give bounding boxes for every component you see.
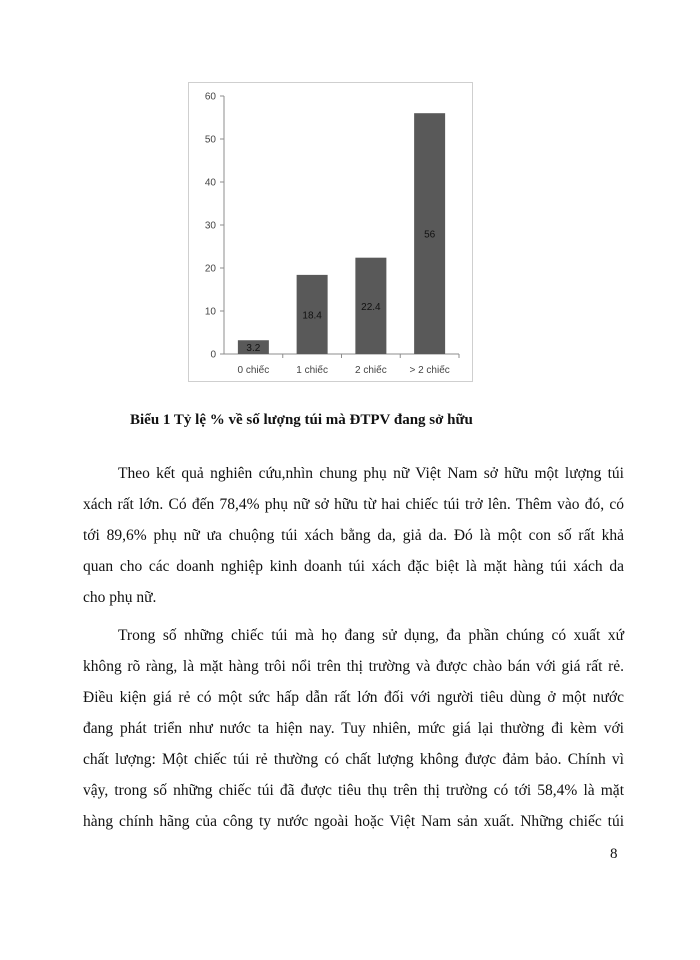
x-tick-label: 2 chiếc xyxy=(355,365,387,376)
y-tick-label: 20 xyxy=(204,263,216,275)
paragraph-1 xyxy=(83,458,624,613)
y-tick-label: 30 xyxy=(204,220,216,232)
chart-caption: Biểu 1 Tỷ lệ % về số lượng túi mà ĐTPV đang sở hữu xyxy=(130,412,473,428)
y-tick-label: 10 xyxy=(204,306,216,318)
paragraph-line: tới 89,6% phụ nữ ưa chuộng túi xách bằng da, giả da. Đó là một con số rất khả xyxy=(83,527,624,544)
paragraph-2 xyxy=(83,620,624,837)
page-number: 8 xyxy=(610,846,618,862)
paragraph-line: Theo kết quả nghiên cứu,nhìn chung phụ nữ Việt Nam sở hữu một lượng túi xyxy=(118,465,624,482)
paragraph-line: vậy, trong số những chiếc túi đã được tiêu thụ trên thị trường có tới 58,4% là mặt xyxy=(83,782,624,799)
bar-chart xyxy=(188,82,473,382)
paragraph-line: đang phát triển như nước ta hiện nay. Tuy nhiên, mức giá lại thường đi kèm với xyxy=(83,720,624,737)
paragraph-line: quan cho các doanh nghiệp kinh doanh túi xách đặc biệt là mặt hàng túi xách da xyxy=(83,558,624,575)
data-label: 3.2 xyxy=(246,343,261,355)
y-tick-label: 60 xyxy=(204,91,216,103)
paragraph-line: không rõ ràng, là mặt hàng trôi nổi trên thị trường và được chào bán với giá rất rẻ. xyxy=(83,658,624,675)
paragraph-line: cho phụ nữ. xyxy=(83,589,157,606)
paragraph-line: Trong số những chiếc túi mà họ đang sử dụng, đa phần chúng có xuất xứ xyxy=(118,627,624,644)
chart-canvas xyxy=(189,83,474,383)
x-tick-label: > 2 chiếc xyxy=(409,365,450,376)
paragraph-line: hàng chính hãng của công ty nước ngoài hoặc Việt Nam sản xuất. Những chiếc túi xyxy=(83,813,624,830)
data-label: 18.4 xyxy=(302,310,322,322)
paragraph-line: xách rất lớn. Có đến 78,4% phụ nữ sở hữu từ hai chiếc túi trở lên. Thêm vào đó, có xyxy=(83,496,624,513)
y-tick-label: 50 xyxy=(204,134,216,146)
paragraph-line: chất lượng: Một chiếc túi rẻ thường có chất lượng không được đảm bảo. Chính vì xyxy=(83,751,624,768)
y-tick-label: 0 xyxy=(210,349,216,361)
data-label: 22.4 xyxy=(361,301,381,313)
paragraph-line: Điều kiện giá rẻ có một sức hấp dẫn rất lớn đối với người tiêu dùng ở một nước xyxy=(83,689,624,706)
x-tick-label: 1 chiếc xyxy=(296,365,328,376)
data-label: 56 xyxy=(424,229,436,241)
y-tick-label: 40 xyxy=(204,177,216,189)
x-tick-label: 0 chiếc xyxy=(237,365,270,376)
